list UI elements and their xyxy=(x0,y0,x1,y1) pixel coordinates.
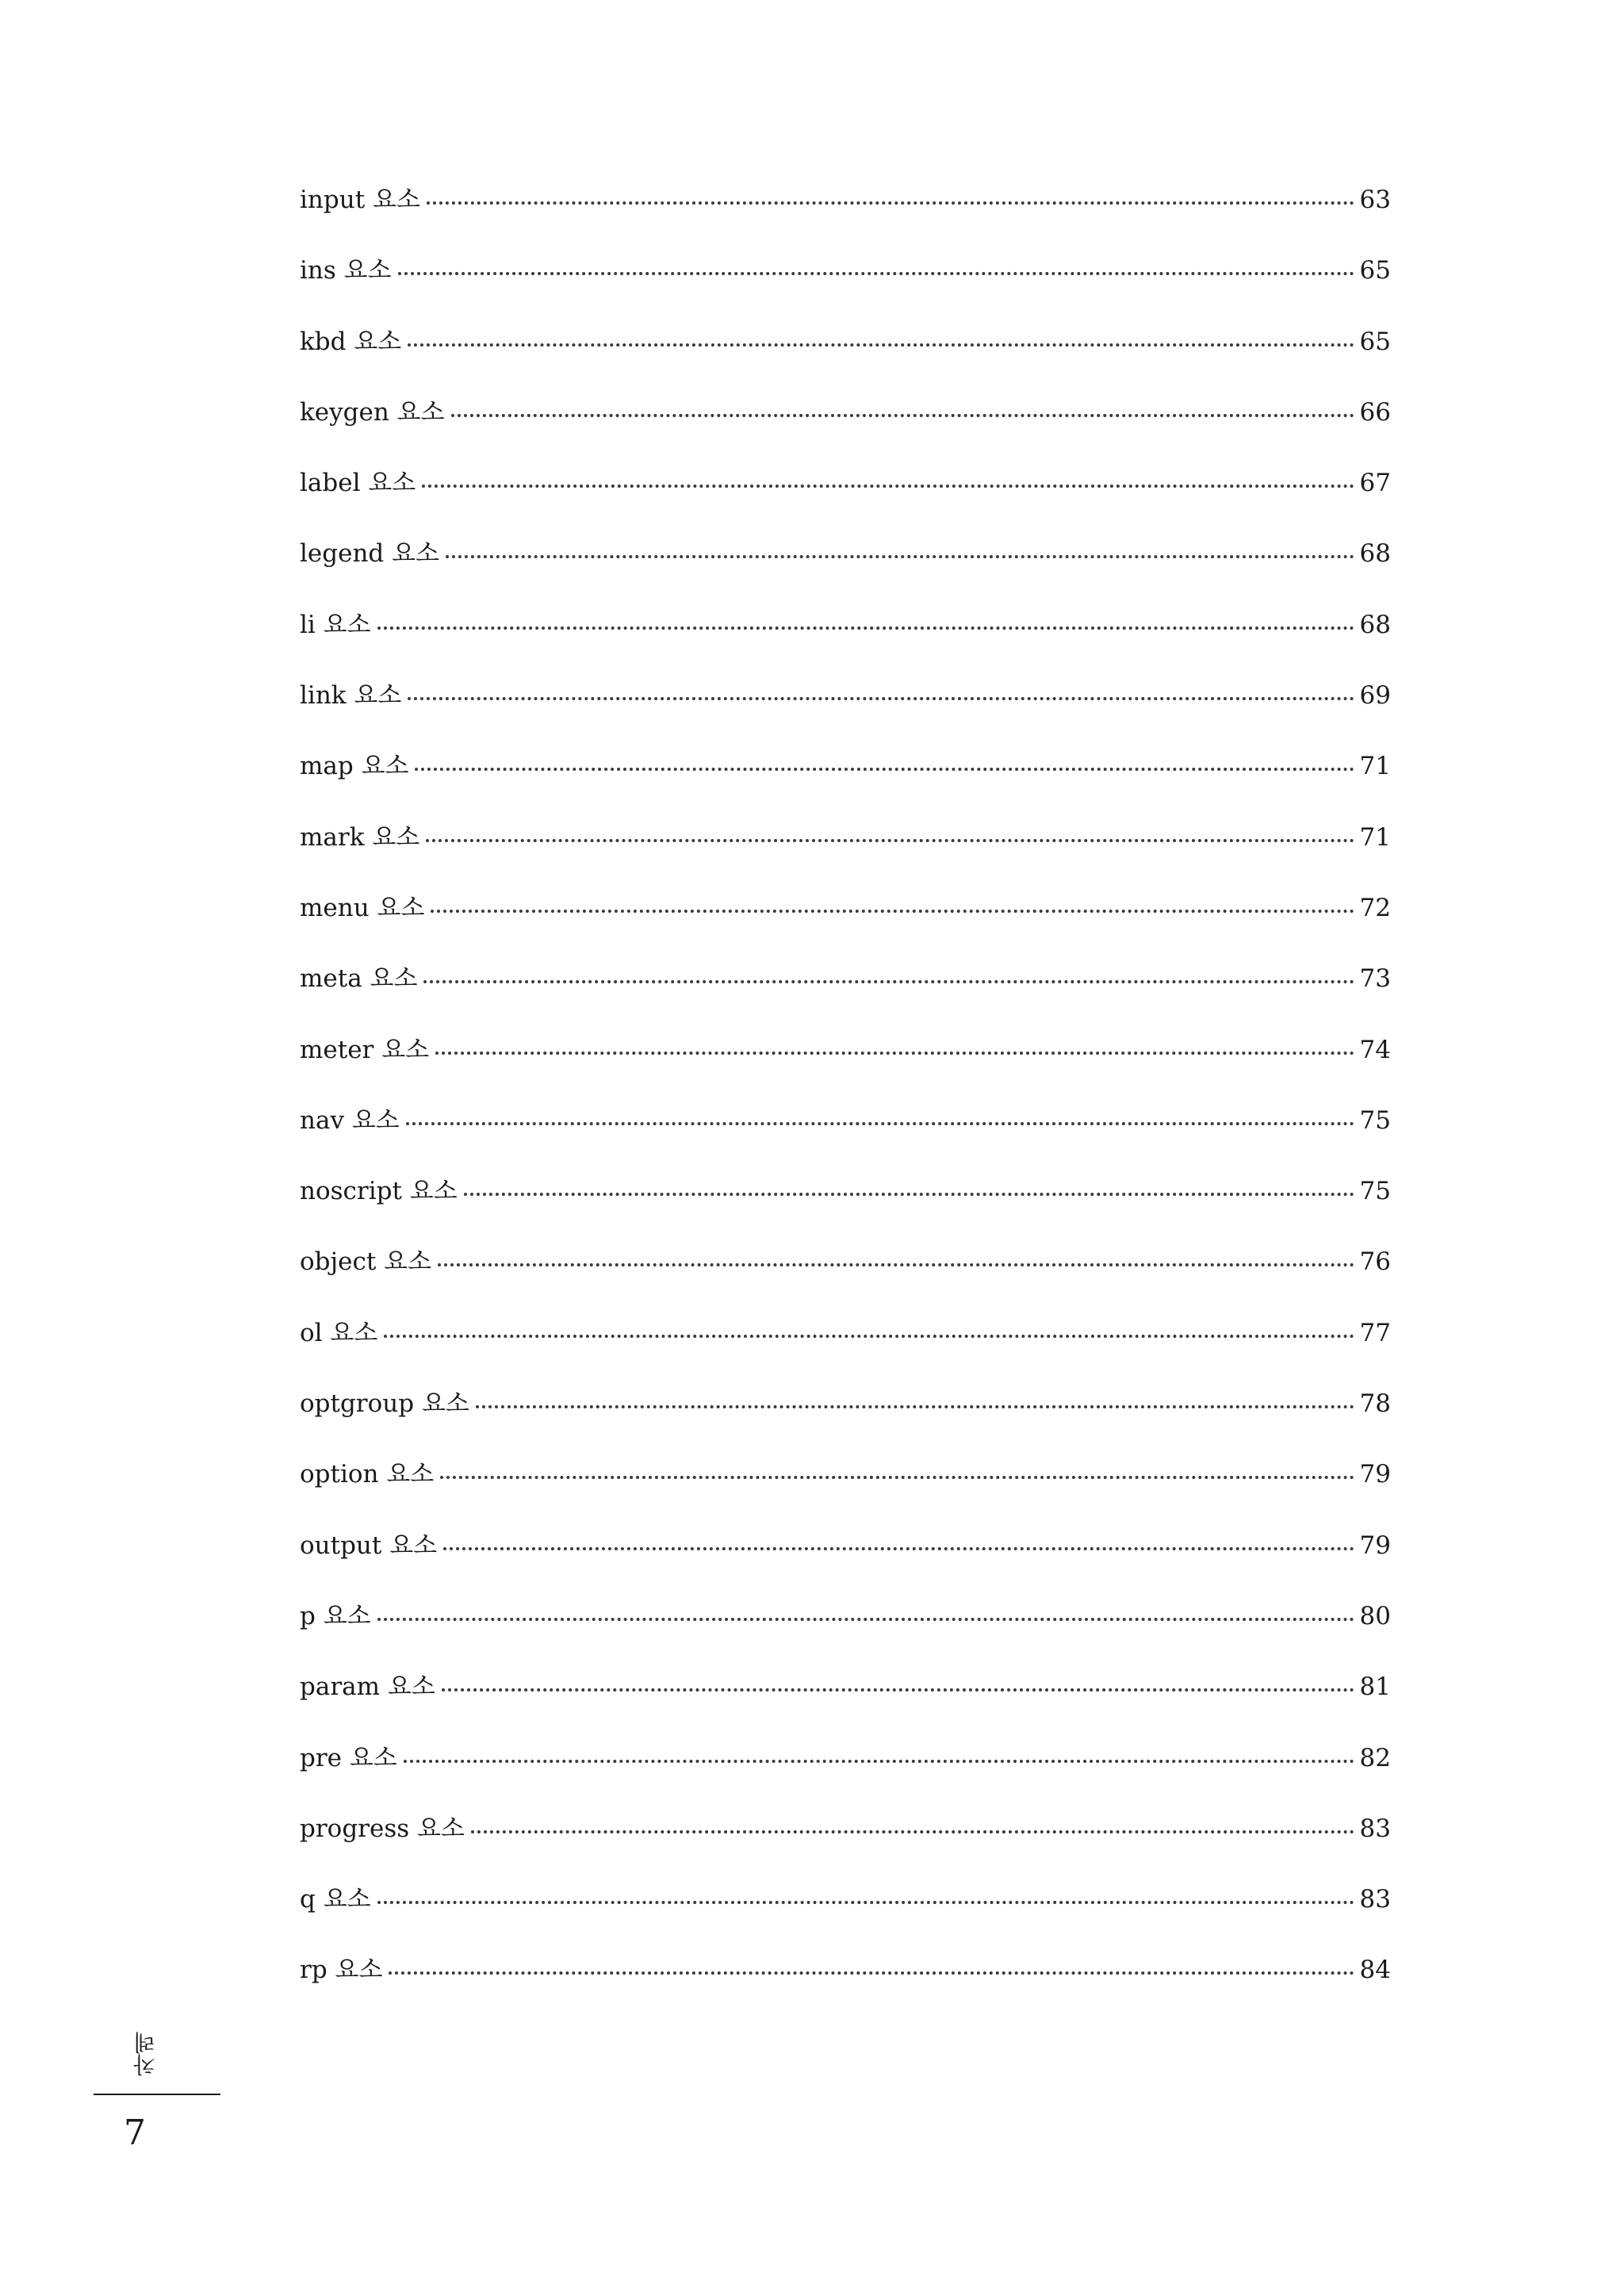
toc-entry[interactable] xyxy=(300,1458,1391,1529)
toc-entry[interactable] xyxy=(300,184,1391,255)
toc-entry-page: 65 xyxy=(1359,256,1391,285)
toc-entry-title: input 요소 xyxy=(300,186,420,214)
toc-entry-title: param 요소 xyxy=(300,1672,435,1702)
toc-entry-page: 68 xyxy=(1359,539,1391,569)
toc-entry-page: 73 xyxy=(1359,964,1391,994)
toc-dot-leader xyxy=(442,1688,1354,1692)
toc-entry-title: meter 요소 xyxy=(300,1035,430,1064)
toc-entry-page: 84 xyxy=(1359,1956,1391,1985)
toc-entry[interactable] xyxy=(300,397,1391,467)
toc-dot-leader xyxy=(377,626,1354,630)
footer-divider xyxy=(94,2094,220,2095)
toc-dot-leader xyxy=(423,980,1354,983)
toc-entry-page: 74 xyxy=(1359,1035,1391,1064)
toc-entry[interactable] xyxy=(300,1530,1391,1600)
toc-entry-title: map 요소 xyxy=(300,752,409,781)
toc-entry-page: 79 xyxy=(1359,1460,1391,1489)
toc-entry-page: 63 xyxy=(1359,186,1391,214)
toc-entry-title: li 요소 xyxy=(300,610,371,639)
toc-entry-page: 81 xyxy=(1359,1672,1391,1702)
toc-entry-page: 69 xyxy=(1359,681,1391,711)
toc-entry[interactable] xyxy=(300,467,1391,538)
toc-entry-page: 68 xyxy=(1359,610,1391,639)
toc-entry-page: 80 xyxy=(1359,1601,1391,1630)
toc-entry-title: ins 요소 xyxy=(300,256,392,285)
toc-entry-title: legend 요소 xyxy=(300,539,440,569)
toc-entry[interactable] xyxy=(300,1813,1391,1883)
toc-entry-title: label 요소 xyxy=(300,469,416,498)
toc-entry-title: mark 요소 xyxy=(300,822,420,852)
toc-entry-title: p 요소 xyxy=(300,1601,371,1630)
toc-entry-title: object 요소 xyxy=(300,1247,432,1277)
toc-entry-title: nav 요소 xyxy=(300,1105,400,1135)
toc-entry-page: 76 xyxy=(1359,1247,1391,1277)
toc-entry[interactable] xyxy=(300,1671,1391,1741)
toc-entry-page: 82 xyxy=(1359,1743,1391,1772)
toc-entry-page: 77 xyxy=(1359,1318,1391,1347)
toc-entry-page: 71 xyxy=(1359,822,1391,852)
toc-entry[interactable] xyxy=(300,1175,1391,1246)
toc-entry[interactable] xyxy=(300,1388,1391,1458)
toc-dot-leader xyxy=(415,768,1354,771)
toc-entry-title: optgroup 요소 xyxy=(300,1389,469,1419)
table-of-contents xyxy=(300,184,1391,2025)
toc-entry-title: noscript 요소 xyxy=(300,1177,458,1206)
toc-entry[interactable] xyxy=(300,822,1391,892)
toc-dot-leader xyxy=(398,272,1354,275)
toc-dot-leader xyxy=(408,697,1354,700)
toc-entry-title: option 요소 xyxy=(300,1460,435,1489)
toc-entry[interactable] xyxy=(300,963,1391,1033)
toc-entry-title: pre 요소 xyxy=(300,1743,397,1772)
toc-entry-title: q 요소 xyxy=(300,1885,371,1914)
toc-entry-page: 65 xyxy=(1359,327,1391,356)
toc-dot-leader xyxy=(446,555,1354,558)
toc-entry-title: keygen 요소 xyxy=(300,397,445,427)
toc-entry-page: 67 xyxy=(1359,469,1391,498)
toc-dot-leader xyxy=(476,1405,1354,1408)
toc-dot-leader xyxy=(384,1335,1354,1338)
toc-dot-leader xyxy=(443,1547,1354,1550)
toc-entry[interactable] xyxy=(300,255,1391,325)
toc-entry[interactable] xyxy=(300,1600,1391,1671)
toc-entry-page: 75 xyxy=(1359,1177,1391,1206)
toc-entry[interactable] xyxy=(300,1034,1391,1105)
toc-entry[interactable] xyxy=(300,538,1391,608)
toc-dot-leader xyxy=(377,1618,1354,1621)
toc-entry-title: ol 요소 xyxy=(300,1318,378,1347)
toc-entry-page: 71 xyxy=(1359,752,1391,781)
toc-entry-title: rp 요소 xyxy=(300,1956,383,1985)
toc-dot-leader xyxy=(404,1760,1354,1763)
toc-dot-leader xyxy=(408,343,1354,347)
toc-entry-page: 75 xyxy=(1359,1105,1391,1135)
toc-dot-leader xyxy=(389,1971,1354,1975)
toc-dot-leader xyxy=(422,485,1354,488)
toc-dot-leader xyxy=(438,1263,1354,1266)
toc-entry-title: kbd 요소 xyxy=(300,327,402,356)
toc-entry[interactable] xyxy=(300,1317,1391,1388)
toc-dot-leader xyxy=(451,414,1354,417)
toc-dot-leader xyxy=(435,1052,1354,1055)
toc-entry-title: progress 요소 xyxy=(300,1814,465,1843)
toc-entry[interactable] xyxy=(300,1954,1391,2025)
toc-entry-page: 66 xyxy=(1359,397,1391,427)
toc-entry-page: 83 xyxy=(1359,1814,1391,1843)
toc-dot-leader xyxy=(406,1122,1354,1125)
toc-entry[interactable] xyxy=(300,1883,1391,1954)
toc-entry-title: menu 요소 xyxy=(300,893,425,922)
toc-entry-title: link 요소 xyxy=(300,681,402,711)
section-label: 차례 xyxy=(132,2032,159,2076)
toc-entry[interactable] xyxy=(300,1246,1391,1316)
toc-entry[interactable] xyxy=(300,750,1391,821)
toc-entry-page: 79 xyxy=(1359,1531,1391,1560)
toc-entry[interactable] xyxy=(300,892,1391,963)
toc-entry-page: 78 xyxy=(1359,1389,1391,1419)
toc-entry[interactable] xyxy=(300,1105,1391,1175)
toc-entry-title: output 요소 xyxy=(300,1531,438,1560)
toc-dot-leader xyxy=(431,910,1354,913)
toc-dot-leader xyxy=(464,1193,1354,1196)
toc-entry[interactable] xyxy=(300,680,1391,750)
toc-entry[interactable] xyxy=(300,1742,1391,1813)
toc-dot-leader xyxy=(426,839,1354,842)
toc-dot-leader xyxy=(427,201,1354,205)
toc-entry[interactable] xyxy=(300,609,1391,680)
toc-entry[interactable] xyxy=(300,326,1391,397)
toc-dot-leader xyxy=(471,1830,1354,1833)
toc-dot-leader xyxy=(377,1901,1354,1904)
toc-dot-leader xyxy=(440,1476,1354,1479)
toc-entry-title: meta 요소 xyxy=(300,964,418,994)
toc-entry-page: 83 xyxy=(1359,1885,1391,1914)
toc-entry-page: 72 xyxy=(1359,893,1391,922)
page-number: 7 xyxy=(124,2113,146,2153)
